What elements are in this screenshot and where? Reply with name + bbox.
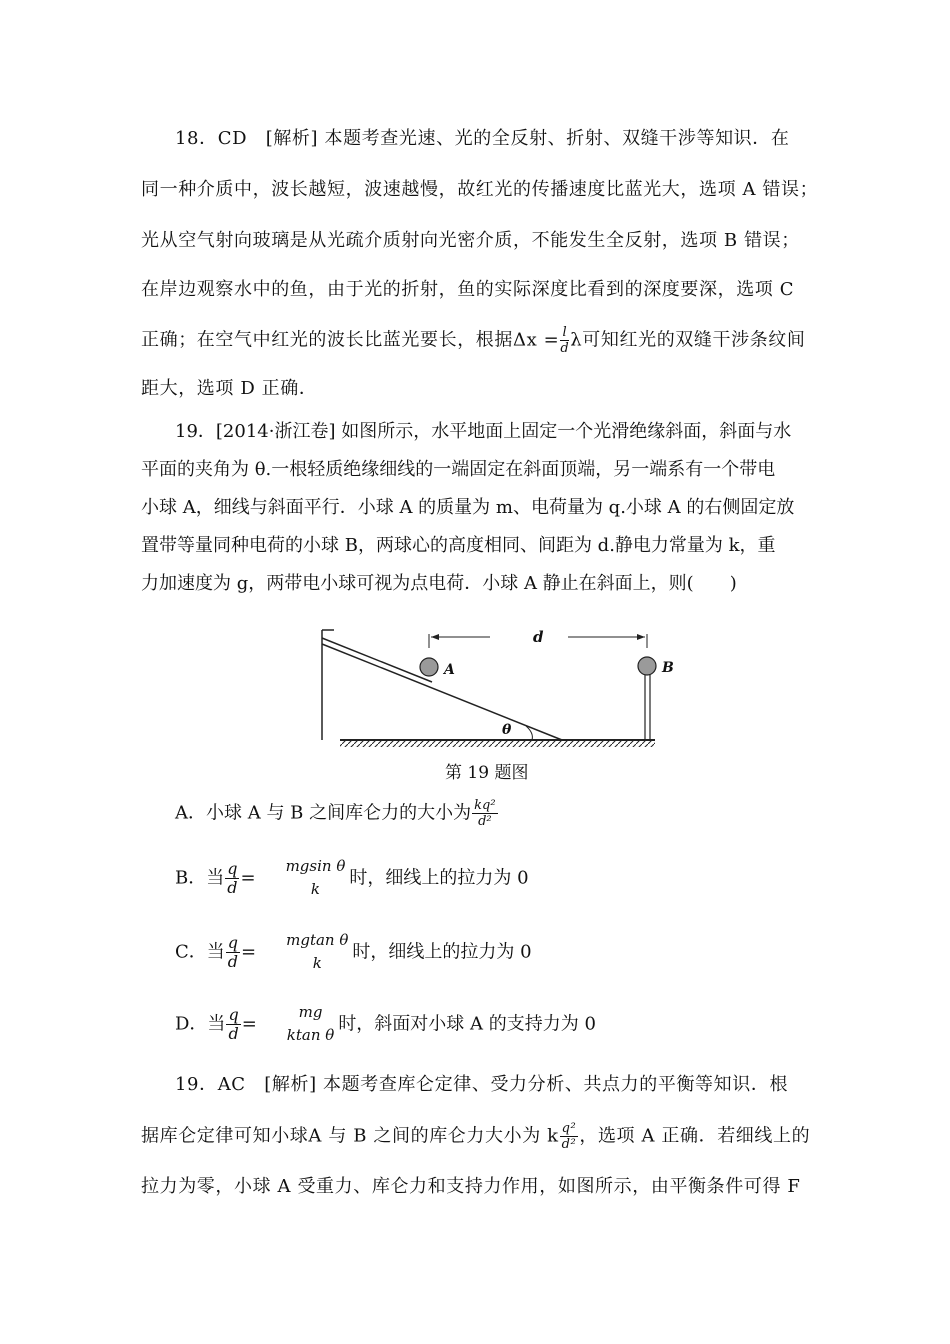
option-c-prefix: C．当: [175, 941, 225, 963]
option-b-fraction: [286, 858, 346, 899]
option-c-q: q: [227, 932, 239, 952]
option-a-numerator: kq²: [474, 798, 496, 813]
figure-caption: 第 19 题图: [445, 763, 529, 783]
ans18-line-5-tail: λ可知红光的双缝干涉条纹间: [570, 329, 806, 351]
q19-line-3: 小球 A，细线与斜面平行．小球 A 的质量为 m、电荷量为 q.小球 A 的右侧固定放: [141, 497, 795, 518]
option-c-d: d: [227, 951, 239, 971]
ans18-line-1: 18．CD [解析] 本题考查光速、光的全反射、折射、双缝干涉等知识．在: [175, 128, 790, 149]
ans19-line-2: [141, 1122, 810, 1151]
option-d-q: q: [228, 1004, 239, 1024]
option-a-fraction: [472, 799, 497, 828]
option-b-suffix: 时，细线上的拉力为 0: [349, 867, 529, 889]
option-c-suffix: 时，细线上的拉力为 0: [352, 941, 532, 963]
ans19-line-2-tail: ，选项 A 正确．若细线上的: [579, 1125, 811, 1147]
option-b-d: d: [227, 877, 238, 897]
coulomb-numerator: q²: [561, 1121, 577, 1136]
coulomb-fraction: [560, 1122, 579, 1151]
option-a-text: A．小球 A 与 B 之间库仑力的大小为: [175, 802, 472, 824]
option-c-fraction: [286, 932, 348, 973]
ball-a-label: A: [444, 662, 455, 678]
option-b: [175, 858, 529, 898]
option-b-prefix: B．当: [175, 867, 225, 889]
option-b-equals: =: [240, 867, 256, 889]
ans18-line-5: [141, 326, 806, 355]
option-d-denominator: ktan θ: [286, 1026, 335, 1045]
ans18-line-5-text: 正确；在空气中红光的波长比蓝光要长，根据Δx =: [141, 329, 560, 351]
delta-x-fraction: [560, 326, 569, 355]
ans19-line-2-text: 据库仑定律可知小球A 与 B 之间的库仑力大小为 k: [141, 1125, 559, 1147]
option-c-qd: [226, 932, 240, 971]
ans18-line-6: 距大，选项 D 正确．: [141, 378, 318, 399]
d-arrowhead-left: [431, 634, 439, 640]
option-c-denominator: k: [312, 954, 322, 973]
option-d-d: d: [228, 1023, 239, 1043]
option-d-numerator: mg: [298, 1003, 323, 1021]
d-label: d: [533, 628, 544, 646]
option-d-fraction: [287, 1004, 335, 1045]
d-arrowhead-right: [637, 634, 645, 640]
option-d-equals: =: [241, 1013, 257, 1035]
option-a: [175, 799, 499, 828]
option-d-suffix: 时，斜面对小球 A 的支持力为 0: [338, 1013, 596, 1035]
option-d: [175, 1004, 596, 1044]
option-a-denominator: d²: [478, 814, 492, 829]
ans18-line-4: 在岸边观察水中的鱼，由于光的折射，鱼的实际深度比看到的深度要深，选项 C: [141, 279, 795, 300]
q19-line-1: 19．[2014·浙江卷] 如图所示，水平地面上固定一个光滑绝缘斜面，斜面与水: [175, 421, 792, 442]
ans19-line-1: 19．AC [解析] 本题考查库仑定律、受力分析、共点力的平衡等知识．根: [175, 1074, 789, 1095]
coulomb-denominator: d²: [561, 1137, 577, 1152]
theta-label: θ: [502, 722, 512, 738]
option-d-qd: [226, 1004, 240, 1043]
option-c-equals: =: [241, 941, 257, 963]
option-b-q: q: [227, 858, 238, 878]
incline-surface: [322, 644, 562, 740]
q19-line-4: 置带等量同种电荷的小球 B，两球心的高度相同、间距为 d.静电力常量为 k，重: [141, 535, 776, 556]
option-b-qd: [225, 858, 239, 897]
ans18-line-2: 同一种介质中，波长越短，波速越慢，故红光的传播速度比蓝光大，选项 A 错误；: [141, 179, 819, 200]
option-b-denominator: k: [310, 880, 321, 899]
fraction-denominator: d: [560, 341, 570, 356]
option-c-numerator: mgtan θ: [286, 931, 349, 949]
q19-line-5: 力加速度为 g，两带电小球可视为点电荷．小球 A 静止在斜面上，则( ): [141, 573, 737, 594]
ball-b-label: B: [662, 660, 674, 676]
ans19-line-3: 拉力为零，小球 A 受重力、库仑力和支持力作用，如图所示，由平衡条件可得 F: [141, 1176, 801, 1197]
ball-b: [638, 657, 656, 675]
option-d-prefix: D．当: [175, 1013, 226, 1035]
ball-a: [420, 658, 438, 676]
string: [322, 638, 432, 682]
fraction-numerator: l: [560, 326, 569, 341]
ground-hatching: [340, 741, 655, 747]
q19-line-2: 平面的夹角为 θ.一根轻质绝缘细线的一端固定在斜面顶端，另一端系有一个带电: [141, 459, 776, 480]
option-c: [175, 932, 532, 972]
incline-diagram: [300, 628, 674, 755]
ans18-line-3: 光从空气射向玻璃是从光疏介质射向光密介质，不能发生全反射，选项 B 错误；: [141, 230, 800, 251]
option-b-numerator: mgsin θ: [285, 857, 346, 875]
